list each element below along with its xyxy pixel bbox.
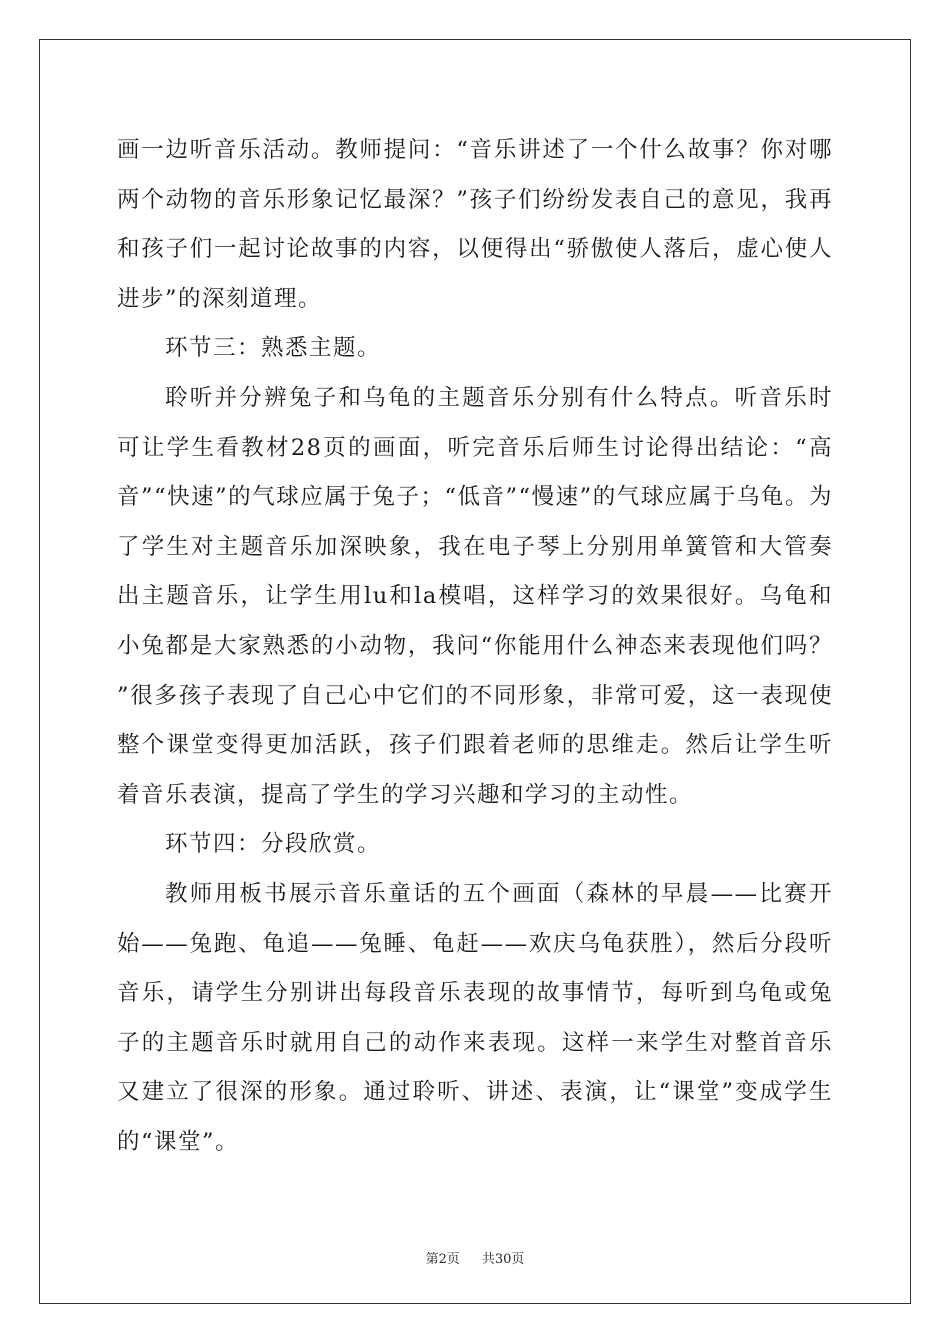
page-footer	[0, 1248, 950, 1267]
section-heading-four: 环节四：分段欣赏。	[165, 831, 382, 858]
page-total: 共30页	[481, 1252, 525, 1267]
section-heading-three: 环节三：熟悉主题。	[165, 335, 382, 362]
document-body	[117, 126, 833, 1167]
paragraph-continuation: 画一边听音乐活动。教师提问：“音乐讲述了一个什么故事？你对哪两个动物的音乐形象记忆最深？”孩子们纷纷发表自己的意见，我再和孩子们一起讨论故事的内容，以便得出“骄傲使人落后，虚心使人进步”的深刻道理。	[117, 137, 833, 312]
paragraph-segment-appreciation: 教师用板书展示音乐童话的五个画面（森林的早晨——比赛开始——兔跑、龟追——兔睡、龟赶——欢庆乌龟获胜），然后分段听音乐，请学生分别讲出每段音乐表现的故事情节，每听到乌龟或兔子的主题音乐时就用自己的动作来表现。这样一来学生对整首音乐又建立了很深的形象。通过聆听、讲述、表演，让“课堂”变成学生的“课堂”。	[117, 880, 833, 1155]
page-number: 第2页	[425, 1252, 460, 1267]
paragraph-theme-listening: 聆听并分辨兔子和乌龟的主题音乐分别有什么特点。听音乐时可让学生看教材28页的画面，听完音乐后师生讨论得出结论：“高音”“快速”的气球应属于兔子；“低音”“慢速”的气球应属于乌龟。为了学生对主题音乐加深映象，我在电子琴上分别用单簧管和大管奏出主题音乐，让学生用lu和la模唱，这样学习的效果很好。乌龟和小兔都是大家熟悉的小动物，我问“你能用什么神态来表现他们吗？”很多孩子表现了自己心中它们的不同形象，非常可爱，这一表现使整个课堂变得更加活跃，孩子们跟着老师的思维走。然后让学生听着音乐表演，提高了学生的学习兴趣和学习的主动性。	[117, 384, 833, 808]
